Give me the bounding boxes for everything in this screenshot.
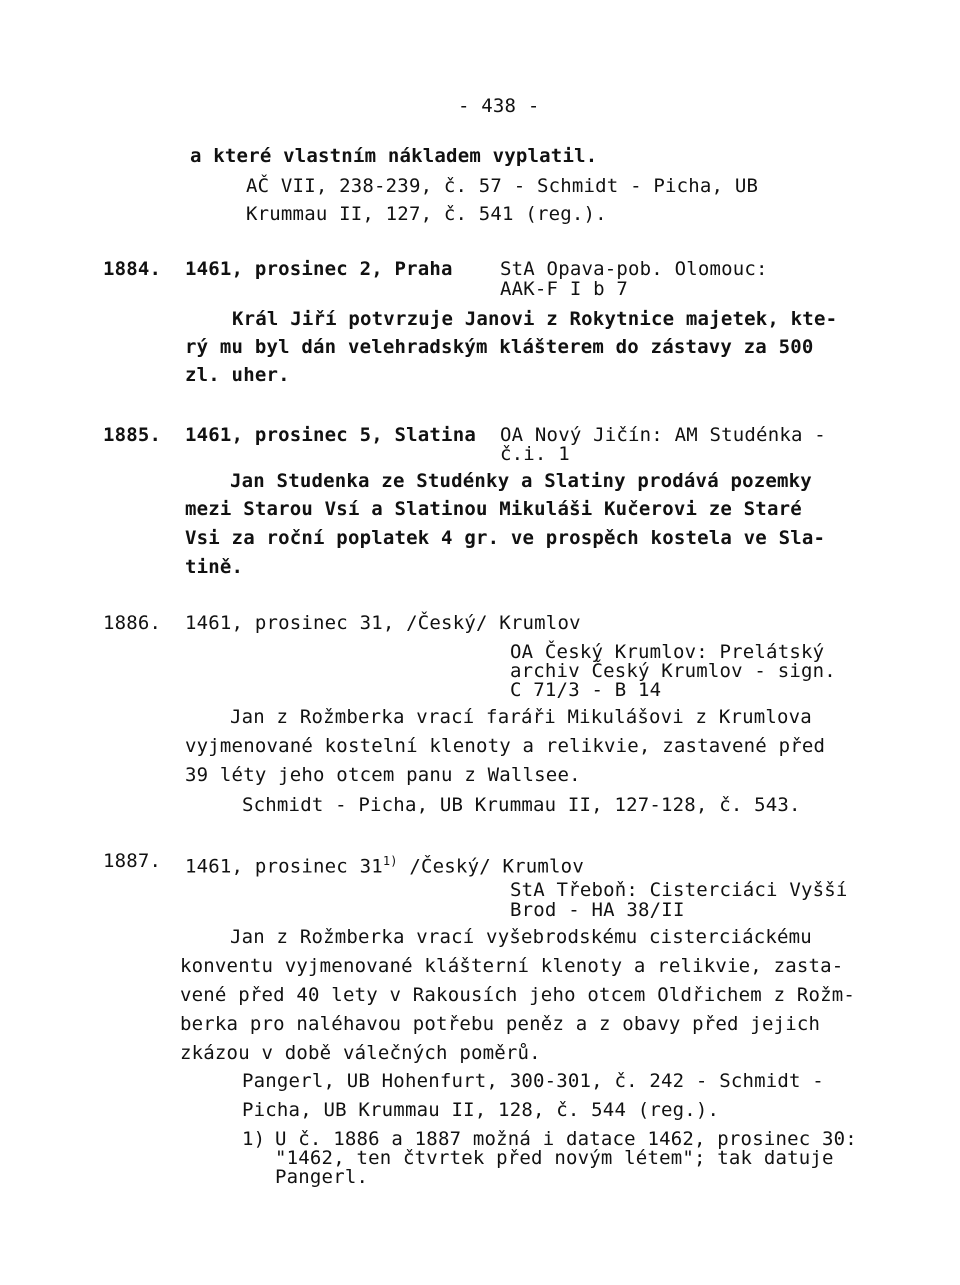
entry-date-place: 1461, prosinec 31, /Český/ Krumlov xyxy=(185,612,581,634)
entry-text: vyjmenované kostelní klenoty a relikvie, zastavené před xyxy=(185,735,826,757)
entry-archive: OA Nový Jičín: AM Studénka - xyxy=(500,424,826,446)
footnote-marker: 1) xyxy=(382,854,398,868)
entry-archive: Brod - HA 38/II xyxy=(510,899,685,921)
entry-text: Král Jiří potvrzuje Janovi z Rokytnice majetek, kte- xyxy=(232,308,838,330)
entry-text: mezi Starou Vsí a Slatinou Mikuláši Kučerovi ze Staré xyxy=(185,498,802,520)
intro-reference: Krummau II, 127, č. 541 (reg.). xyxy=(246,203,607,225)
intro-text: a které vlastním nákladem vyplatil. xyxy=(190,145,598,167)
entry-reference: Schmidt - Picha, UB Krummau II, 127-128, č. 543. xyxy=(242,794,801,816)
entry-text: vené před 40 lety v Rakousích jeho otcem Oldřichem z Rožm- xyxy=(180,984,856,1006)
footnote-text: U č. 1886 a 1887 možná i datace 1462, prosinec 30: xyxy=(275,1128,857,1150)
page-number: - 438 - xyxy=(458,95,540,117)
entry-text: Vsi za roční poplatek 4 gr. ve prospěch kostela ve Sla- xyxy=(185,527,826,549)
entry-archive: AAK-F I b 7 xyxy=(500,278,629,300)
entry-archive: StA Třeboň: Cisterciáci Vyšší xyxy=(510,879,848,901)
entry-text: tině. xyxy=(185,556,244,578)
entry-text: rý mu byl dán velehradským klášterem do zástavy za 500 xyxy=(185,336,814,358)
entry-text: Jan z Rožmberka vrací faráři Mikulášovi z Krumlova xyxy=(230,706,812,728)
entry-archive: StA Opava-pob. Olomouc: xyxy=(500,258,768,280)
entry-date: 1461, prosinec 31 xyxy=(185,855,383,878)
entry-place: /Český/ Krumlov xyxy=(397,855,584,878)
entry-number: 1885. xyxy=(103,424,162,446)
entry-reference: Pangerl, UB Hohenfurt, 300-301, č. 242 - Schmidt - xyxy=(242,1070,824,1092)
intro-reference: AČ VII, 238-239, č. 57 - Schmidt - Picha, UB xyxy=(246,175,759,197)
entry-text: 39 léty jeho otcem panu z Wallsee. xyxy=(185,764,581,786)
entry-number: 1884. xyxy=(103,258,162,280)
entry-archive: archiv Český Krumlov - sign. xyxy=(510,660,836,682)
entry-text: Jan Studenka ze Studénky a Slatiny prodává pozemky xyxy=(230,470,812,492)
entry-archive: C 71/3 - B 14 xyxy=(510,679,662,701)
entry-archive: č.i. 1 xyxy=(500,443,570,465)
entry-text: zl. uher. xyxy=(185,364,290,386)
footnote-text: Pangerl. xyxy=(275,1166,369,1188)
entry-number: 1887. xyxy=(103,850,162,872)
footnote-marker: 1) xyxy=(242,1128,266,1150)
entry-text: Jan z Rožmberka vrací vyšebrodskému cisterciáckému xyxy=(230,926,812,948)
entry-archive: OA Český Krumlov: Prelátský xyxy=(510,641,825,663)
entry-number: 1886. xyxy=(103,612,162,634)
entry-date-place: 1461, prosinec 2, Praha xyxy=(185,258,453,280)
entry-date-place: 1461, prosinec 5, Slatina xyxy=(185,424,476,446)
entry-text: zkázou v době válečných poměrů. xyxy=(180,1042,541,1064)
entry-reference: Picha, UB Krummau II, 128, č. 544 (reg.). xyxy=(242,1099,720,1121)
entry-date-place xyxy=(185,850,584,877)
footnote-text: "1462, ten čtvrtek před novým létem"; tak datuje xyxy=(275,1147,834,1169)
entry-text: berka pro naléhavou potřebu peněz a z obavy před jejich xyxy=(180,1013,821,1035)
entry-text: konventu vyjmenované klášterní klenoty a relikvie, zasta- xyxy=(180,955,844,977)
